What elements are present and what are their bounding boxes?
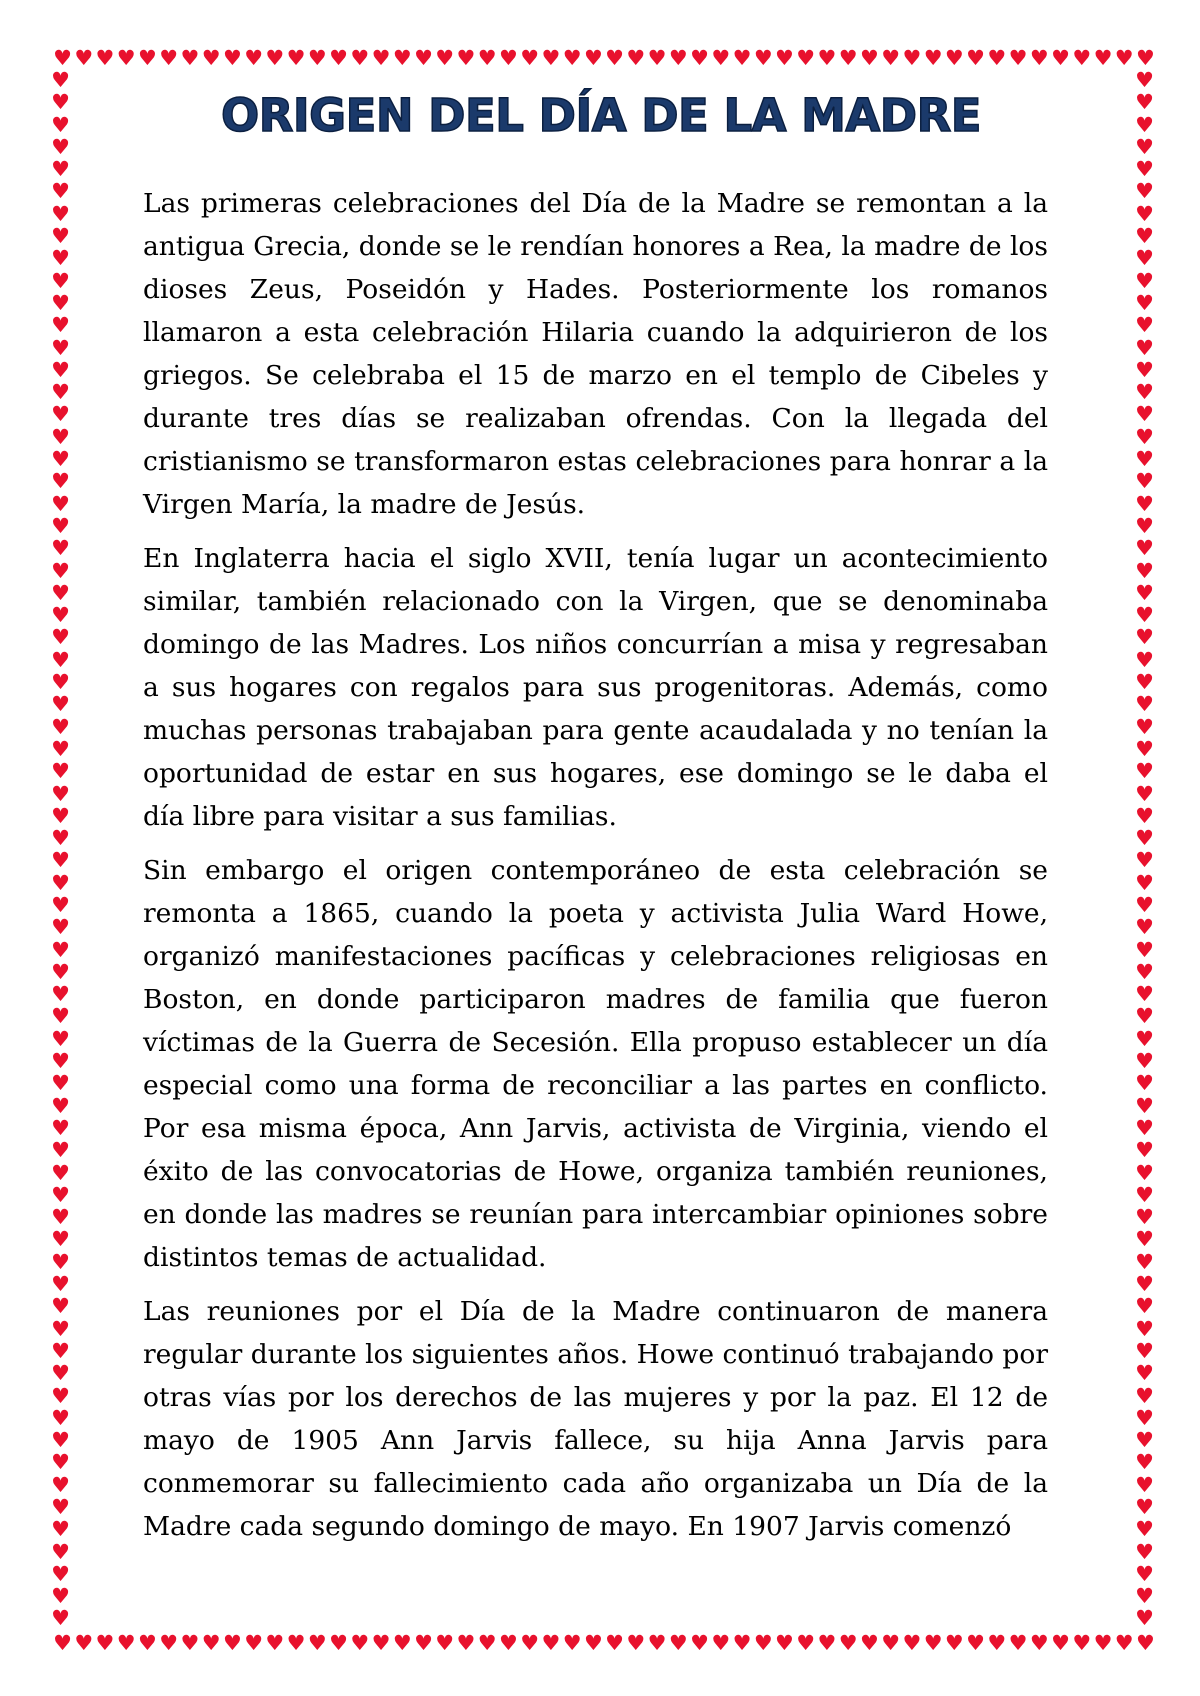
heart-icon: ♥ (1135, 1249, 1154, 1274)
heart-icon: ♥ (1135, 647, 1154, 672)
heart-icon: ♥ (923, 46, 943, 70)
heart-icon: ♥ (1135, 892, 1154, 917)
heart-icon: ♥ (286, 46, 306, 70)
heart-icon: ♥ (51, 1272, 70, 1297)
heart-icon: ♥ (1135, 1383, 1154, 1408)
heart-icon: ♥ (626, 46, 646, 70)
heart-icon: ♥ (605, 1631, 624, 1655)
document-body (143, 182, 1048, 1548)
heart-icon: ♥ (1135, 937, 1154, 962)
heart-icon: ♥ (307, 46, 327, 70)
heart-icon: ♥ (902, 1631, 922, 1655)
heart-icon: ♥ (1135, 1405, 1154, 1430)
heart-icon: ♥ (1135, 179, 1154, 204)
heart-icon: ♥ (1029, 1631, 1049, 1655)
heart-icon: ♥ (817, 46, 837, 70)
heart-icon: ♥ (1135, 112, 1154, 137)
heart-icon: ♥ (1135, 357, 1154, 382)
heart-icon: ♥ (775, 46, 794, 70)
heart-icon: ♥ (1135, 1071, 1154, 1096)
heart-icon: ♥ (1135, 1361, 1154, 1386)
heart-border-top (52, 48, 1156, 69)
heart-icon: ♥ (1135, 915, 1154, 940)
heart-icon: ♥ (414, 46, 433, 70)
heart-icon: ♥ (1135, 424, 1154, 449)
heart-icon: ♥ (1135, 1026, 1154, 1051)
heart-icon: ♥ (1135, 1182, 1154, 1207)
heart-icon: ♥ (902, 46, 922, 70)
heart-icon: ♥ (51, 558, 70, 583)
heart-icon: ♥ (53, 1631, 72, 1655)
heart-icon: ♥ (1093, 46, 1113, 70)
heart-icon: ♥ (668, 1631, 688, 1655)
heart-icon: ♥ (753, 1631, 773, 1655)
heart-icon: ♥ (51, 1361, 70, 1386)
heart-icon: ♥ (1135, 848, 1154, 873)
heart-icon: ♥ (711, 46, 731, 70)
heart-icon: ♥ (1136, 46, 1155, 70)
heart-icon: ♥ (1135, 714, 1154, 739)
heart-icon: ♥ (51, 870, 70, 895)
heart-icon: ♥ (732, 46, 752, 70)
heart-icon: ♥ (51, 1405, 70, 1430)
heart-icon: ♥ (51, 1383, 70, 1408)
heart-icon: ♥ (159, 1631, 179, 1655)
heart-icon: ♥ (1135, 803, 1154, 828)
heart-icon: ♥ (51, 380, 70, 405)
heart-icon: ♥ (51, 848, 70, 873)
heart-icon: ♥ (51, 1561, 70, 1586)
heart-icon: ♥ (51, 714, 70, 739)
heart-icon: ♥ (51, 692, 70, 717)
heart-icon: ♥ (51, 1584, 70, 1609)
heart-icon: ♥ (499, 46, 518, 70)
heart-icon: ♥ (201, 1631, 221, 1655)
heart-icon: ♥ (1135, 1227, 1154, 1252)
heart-icon: ♥ (51, 647, 70, 672)
heart-icon: ♥ (796, 46, 816, 70)
heart-icon: ♥ (51, 447, 70, 472)
heart-icon: ♥ (51, 759, 70, 784)
heart-icon: ♥ (51, 1428, 70, 1453)
heart-icon: ♥ (1135, 1584, 1154, 1609)
heart-icon: ♥ (1029, 46, 1049, 70)
paragraph-2: En Inglaterra hacia el siglo XVII, tenía lugar un acontecimiento similar, también relacionado con la Virgen, que se denominaba domingo de las Madres. Los niños concurrían a misa y regresaban a sus hogares con regalos para sus progenitoras. Además, como muchas personas trabajaban para gente acaudalada y no tenían la oportunidad de estar en sus hogares, ese domingo se le daba el día libre para visitar a sus familias. (143, 543, 1048, 832)
heart-icon: ♥ (1135, 580, 1154, 605)
heart-icon: ♥ (286, 1631, 306, 1655)
paragraph-4: Las reuniones por el Día de la Madre continuaron de manera regular durante los siguientes años. Howe continuó trabajando por otras vías por los derechos de las mujeres y por la paz. El 12 de mayo de 1905 Ann Jarvis fallece, su hija Anna Jarvis para conmemorar su fallecimiento cada año organizaba un Día de la Madre cada segundo domingo de mayo. En 1907 Jarvis comenzó (143, 1296, 1048, 1542)
heart-icon: ♥ (647, 1631, 667, 1655)
heart-icon: ♥ (51, 68, 70, 92)
heart-icon: ♥ (51, 781, 70, 806)
heart-icon: ♥ (51, 536, 70, 561)
heart-icon: ♥ (51, 1539, 70, 1564)
heart-icon: ♥ (51, 959, 70, 984)
heart-icon: ♥ (817, 1631, 837, 1655)
heart-icon: ♥ (51, 580, 70, 605)
heart-icon: ♥ (1135, 134, 1154, 159)
heart-icon: ♥ (583, 46, 603, 70)
heart-icon: ♥ (1135, 670, 1154, 695)
heart-icon: ♥ (1135, 469, 1154, 494)
heart-icon: ♥ (51, 670, 70, 695)
heart-icon: ♥ (1051, 1631, 1070, 1655)
heart-icon: ♥ (51, 1606, 70, 1631)
heart-icon: ♥ (1135, 290, 1154, 315)
heart-icon: ♥ (74, 1631, 94, 1655)
heart-icon: ♥ (1135, 1160, 1154, 1185)
heart-icon: ♥ (923, 1631, 943, 1655)
heart-icon: ♥ (1072, 1631, 1092, 1655)
heart-icon: ♥ (51, 1049, 70, 1074)
heart-icon: ♥ (51, 625, 70, 650)
heart-icon: ♥ (775, 1631, 794, 1655)
heart-icon: ♥ (859, 46, 879, 70)
heart-icon: ♥ (329, 46, 348, 70)
heart-icon: ♥ (1135, 1450, 1154, 1475)
heart-icon: ♥ (222, 1631, 242, 1655)
heart-border-right (1134, 70, 1155, 1630)
heart-icon: ♥ (1135, 246, 1154, 271)
heart-icon: ♥ (520, 1631, 540, 1655)
heart-icon: ♥ (116, 1631, 136, 1655)
heart-icon: ♥ (753, 46, 773, 70)
heart-icon: ♥ (51, 1026, 70, 1051)
heart-icon: ♥ (51, 179, 70, 204)
heart-icon: ♥ (1135, 1606, 1154, 1631)
heart-icon: ♥ (51, 1495, 70, 1519)
heart-icon: ♥ (477, 1631, 497, 1655)
heart-icon: ♥ (201, 46, 221, 70)
heart-border-bottom (52, 1633, 1156, 1654)
heart-icon: ♥ (944, 46, 964, 70)
heart-icon: ♥ (51, 491, 70, 516)
heart-icon: ♥ (1093, 1631, 1113, 1655)
heart-icon: ♥ (1135, 870, 1154, 895)
heart-icon: ♥ (1135, 1115, 1154, 1140)
heart-icon: ♥ (1135, 380, 1154, 405)
heart-icon: ♥ (1135, 313, 1154, 338)
heart-icon: ♥ (1135, 1049, 1154, 1074)
heart-icon: ♥ (435, 46, 455, 70)
heart-icon: ♥ (265, 1631, 285, 1655)
heart-icon: ♥ (51, 313, 70, 338)
heart-icon: ♥ (51, 1160, 70, 1185)
heart-icon: ♥ (647, 46, 667, 70)
heart-icon: ♥ (244, 1631, 264, 1655)
heart-icon: ♥ (838, 46, 858, 70)
heart-icon: ♥ (1135, 513, 1154, 538)
heart-icon: ♥ (51, 1093, 70, 1118)
heart-icon: ♥ (1135, 491, 1154, 516)
heart-icon: ♥ (51, 982, 70, 1007)
page-title: ORIGEN DEL DÍA DE LA MADRE (221, 89, 981, 142)
heart-icon: ♥ (1008, 46, 1028, 70)
heart-icon: ♥ (1135, 1428, 1154, 1453)
heart-icon: ♥ (244, 46, 264, 70)
heart-icon: ♥ (881, 46, 901, 70)
heart-icon: ♥ (711, 1631, 731, 1655)
heart-icon: ♥ (51, 246, 70, 271)
heart-icon: ♥ (605, 46, 624, 70)
heart-icon: ♥ (690, 46, 709, 70)
heart-icon: ♥ (51, 937, 70, 962)
heart-icon: ♥ (435, 1631, 455, 1655)
heart-icon: ♥ (51, 1294, 70, 1319)
heart-icon: ♥ (1008, 1631, 1028, 1655)
heart-icon: ♥ (838, 1631, 858, 1655)
heart-icon: ♥ (1135, 982, 1154, 1007)
heart-icon: ♥ (1135, 1004, 1154, 1029)
heart-icon: ♥ (51, 603, 70, 628)
heart-icon: ♥ (51, 201, 70, 226)
heart-icon: ♥ (1135, 201, 1154, 226)
heart-icon: ♥ (392, 1631, 412, 1655)
heart-icon: ♥ (138, 1631, 157, 1655)
heart-icon: ♥ (74, 46, 94, 70)
heart-icon: ♥ (1135, 224, 1154, 249)
heart-icon: ♥ (51, 1182, 70, 1207)
heart-icon: ♥ (51, 513, 70, 538)
heart-icon: ♥ (966, 1631, 985, 1655)
heart-icon: ♥ (1135, 1205, 1154, 1230)
heart-icon: ♥ (51, 1138, 70, 1163)
heart-icon: ♥ (562, 1631, 582, 1655)
heart-icon: ♥ (1135, 781, 1154, 806)
heart-icon: ♥ (51, 1472, 70, 1497)
heart-icon: ♥ (541, 1631, 561, 1655)
heart-icon: ♥ (307, 1631, 327, 1655)
heart-icon: ♥ (51, 224, 70, 249)
heart-icon: ♥ (1135, 1561, 1154, 1586)
heart-icon: ♥ (1135, 68, 1154, 92)
heart-icon: ♥ (1135, 1093, 1154, 1118)
heart-icon: ♥ (95, 46, 115, 70)
heart-icon: ♥ (51, 134, 70, 159)
heart-icon: ♥ (1135, 1539, 1154, 1564)
heart-icon: ♥ (51, 803, 70, 828)
heart-icon: ♥ (350, 1631, 370, 1655)
heart-icon: ♥ (51, 1338, 70, 1363)
heart-icon: ♥ (350, 46, 370, 70)
heart-icon: ♥ (159, 46, 179, 70)
heart-icon: ♥ (222, 46, 242, 70)
heart-icon: ♥ (456, 46, 476, 70)
heart-icon: ♥ (1135, 1138, 1154, 1163)
heart-icon: ♥ (966, 46, 985, 70)
heart-icon: ♥ (116, 46, 136, 70)
heart-icon: ♥ (859, 1631, 879, 1655)
heart-icon: ♥ (414, 1631, 433, 1655)
heart-icon: ♥ (1135, 335, 1154, 360)
heart-icon: ♥ (180, 46, 200, 70)
heart-icon: ♥ (987, 46, 1007, 70)
heart-icon: ♥ (881, 1631, 901, 1655)
heart-icon: ♥ (51, 1249, 70, 1274)
heart-icon: ♥ (51, 402, 70, 427)
heart-icon: ♥ (1135, 1517, 1154, 1542)
heart-icon: ♥ (51, 268, 70, 293)
heart-icon: ♥ (1114, 46, 1134, 70)
heart-icon: ♥ (265, 46, 285, 70)
heart-icon: ♥ (541, 46, 561, 70)
heart-icon: ♥ (583, 1631, 603, 1655)
heart-icon: ♥ (1135, 1472, 1154, 1497)
heart-icon: ♥ (1135, 447, 1154, 472)
heart-icon: ♥ (944, 1631, 964, 1655)
heart-icon: ♥ (329, 1631, 348, 1655)
heart-icon: ♥ (1135, 1495, 1154, 1519)
heart-icon: ♥ (51, 1071, 70, 1096)
heart-icon: ♥ (51, 892, 70, 917)
paragraph-3: Sin embargo el origen contemporáneo de esta celebración se remonta a 1865, cuando la poeta y activista Julia Ward Howe, organizó manifestaciones pacíficas y celebraciones religiosas en Boston, en donde participaron madres de familia que fueron víctimas de la Guerra de Secesión. Ella propuso establecer un día especial como una forma de reconciliar a las partes en conflicto. Por esa misma época, Ann Jarvis, activista de Virginia, viendo el éxito de las convocatorias de Howe, organiza también reuniones, en donde las madres se reunían para intercambiar opiniones sobre distintos temas de actualidad. (143, 855, 1048, 1273)
heart-icon: ♥ (1136, 1631, 1155, 1655)
heart-icon: ♥ (51, 1004, 70, 1029)
heart-icon: ♥ (51, 1316, 70, 1341)
heart-icon: ♥ (520, 46, 540, 70)
heart-icon: ♥ (796, 1631, 816, 1655)
heart-icon: ♥ (1135, 603, 1154, 628)
heart-icon: ♥ (1135, 90, 1154, 115)
heart-icon: ♥ (180, 1631, 200, 1655)
heart-icon: ♥ (1135, 402, 1154, 427)
heart-icon: ♥ (51, 915, 70, 940)
heart-icon: ♥ (456, 1631, 476, 1655)
heart-icon: ♥ (1135, 536, 1154, 561)
heart-icon: ♥ (1051, 46, 1070, 70)
heart-icon: ♥ (51, 357, 70, 382)
heart-icon: ♥ (1135, 759, 1154, 784)
heart-icon: ♥ (51, 112, 70, 137)
heart-icon: ♥ (1135, 692, 1154, 717)
heart-border-left (50, 70, 71, 1630)
heart-icon: ♥ (51, 1205, 70, 1230)
heart-icon: ♥ (51, 90, 70, 115)
heart-icon: ♥ (1135, 736, 1154, 761)
heart-icon: ♥ (1135, 157, 1154, 182)
heart-icon: ♥ (1135, 558, 1154, 583)
heart-icon: ♥ (626, 1631, 646, 1655)
paragraph-1: Las primeras celebraciones del Día de la Madre se remontan a la antigua Grecia, donde se le rendían honores a Rea, la madre de los dioses Zeus, Poseidón y Hades. Posteriormente los romanos llamaron a esta celebración Hilaria cuando la adquirieron de los griegos. Se celebraba el 15 de marzo en el templo de Cibeles y durante tres días se realizaban ofrendas. Con la llegada del cristianismo se transformaron estas celebraciones para honrar a la Virgen María, la madre de Jesús. (143, 188, 1048, 520)
heart-icon: ♥ (1135, 1338, 1154, 1363)
heart-icon: ♥ (1135, 1272, 1154, 1297)
heart-icon: ♥ (690, 1631, 709, 1655)
heart-icon: ♥ (53, 46, 72, 70)
heart-icon: ♥ (51, 736, 70, 761)
heart-icon: ♥ (732, 1631, 752, 1655)
heart-icon: ♥ (987, 1631, 1007, 1655)
heart-icon: ♥ (51, 1517, 70, 1542)
heart-icon: ♥ (499, 1631, 518, 1655)
heart-icon: ♥ (95, 1631, 115, 1655)
heart-icon: ♥ (1135, 1294, 1154, 1319)
heart-icon: ♥ (371, 1631, 391, 1655)
heart-icon: ♥ (51, 1227, 70, 1252)
heart-icon: ♥ (1135, 1316, 1154, 1341)
heart-icon: ♥ (51, 335, 70, 360)
heart-icon: ♥ (668, 46, 688, 70)
heart-icon: ♥ (51, 469, 70, 494)
heart-icon: ♥ (562, 46, 582, 70)
heart-icon: ♥ (1114, 1631, 1134, 1655)
heart-icon: ♥ (51, 424, 70, 449)
heart-icon: ♥ (51, 157, 70, 182)
heart-icon: ♥ (51, 1115, 70, 1140)
heart-icon: ♥ (1072, 46, 1092, 70)
heart-icon: ♥ (51, 1450, 70, 1475)
heart-icon: ♥ (51, 826, 70, 851)
heart-icon: ♥ (1135, 959, 1154, 984)
heart-icon: ♥ (1135, 826, 1154, 851)
heart-icon: ♥ (1135, 625, 1154, 650)
heart-icon: ♥ (477, 46, 497, 70)
heart-icon: ♥ (138, 46, 157, 70)
heart-icon: ♥ (392, 46, 412, 70)
heart-icon: ♥ (51, 290, 70, 315)
heart-icon: ♥ (371, 46, 391, 70)
heart-icon: ♥ (1135, 268, 1154, 293)
